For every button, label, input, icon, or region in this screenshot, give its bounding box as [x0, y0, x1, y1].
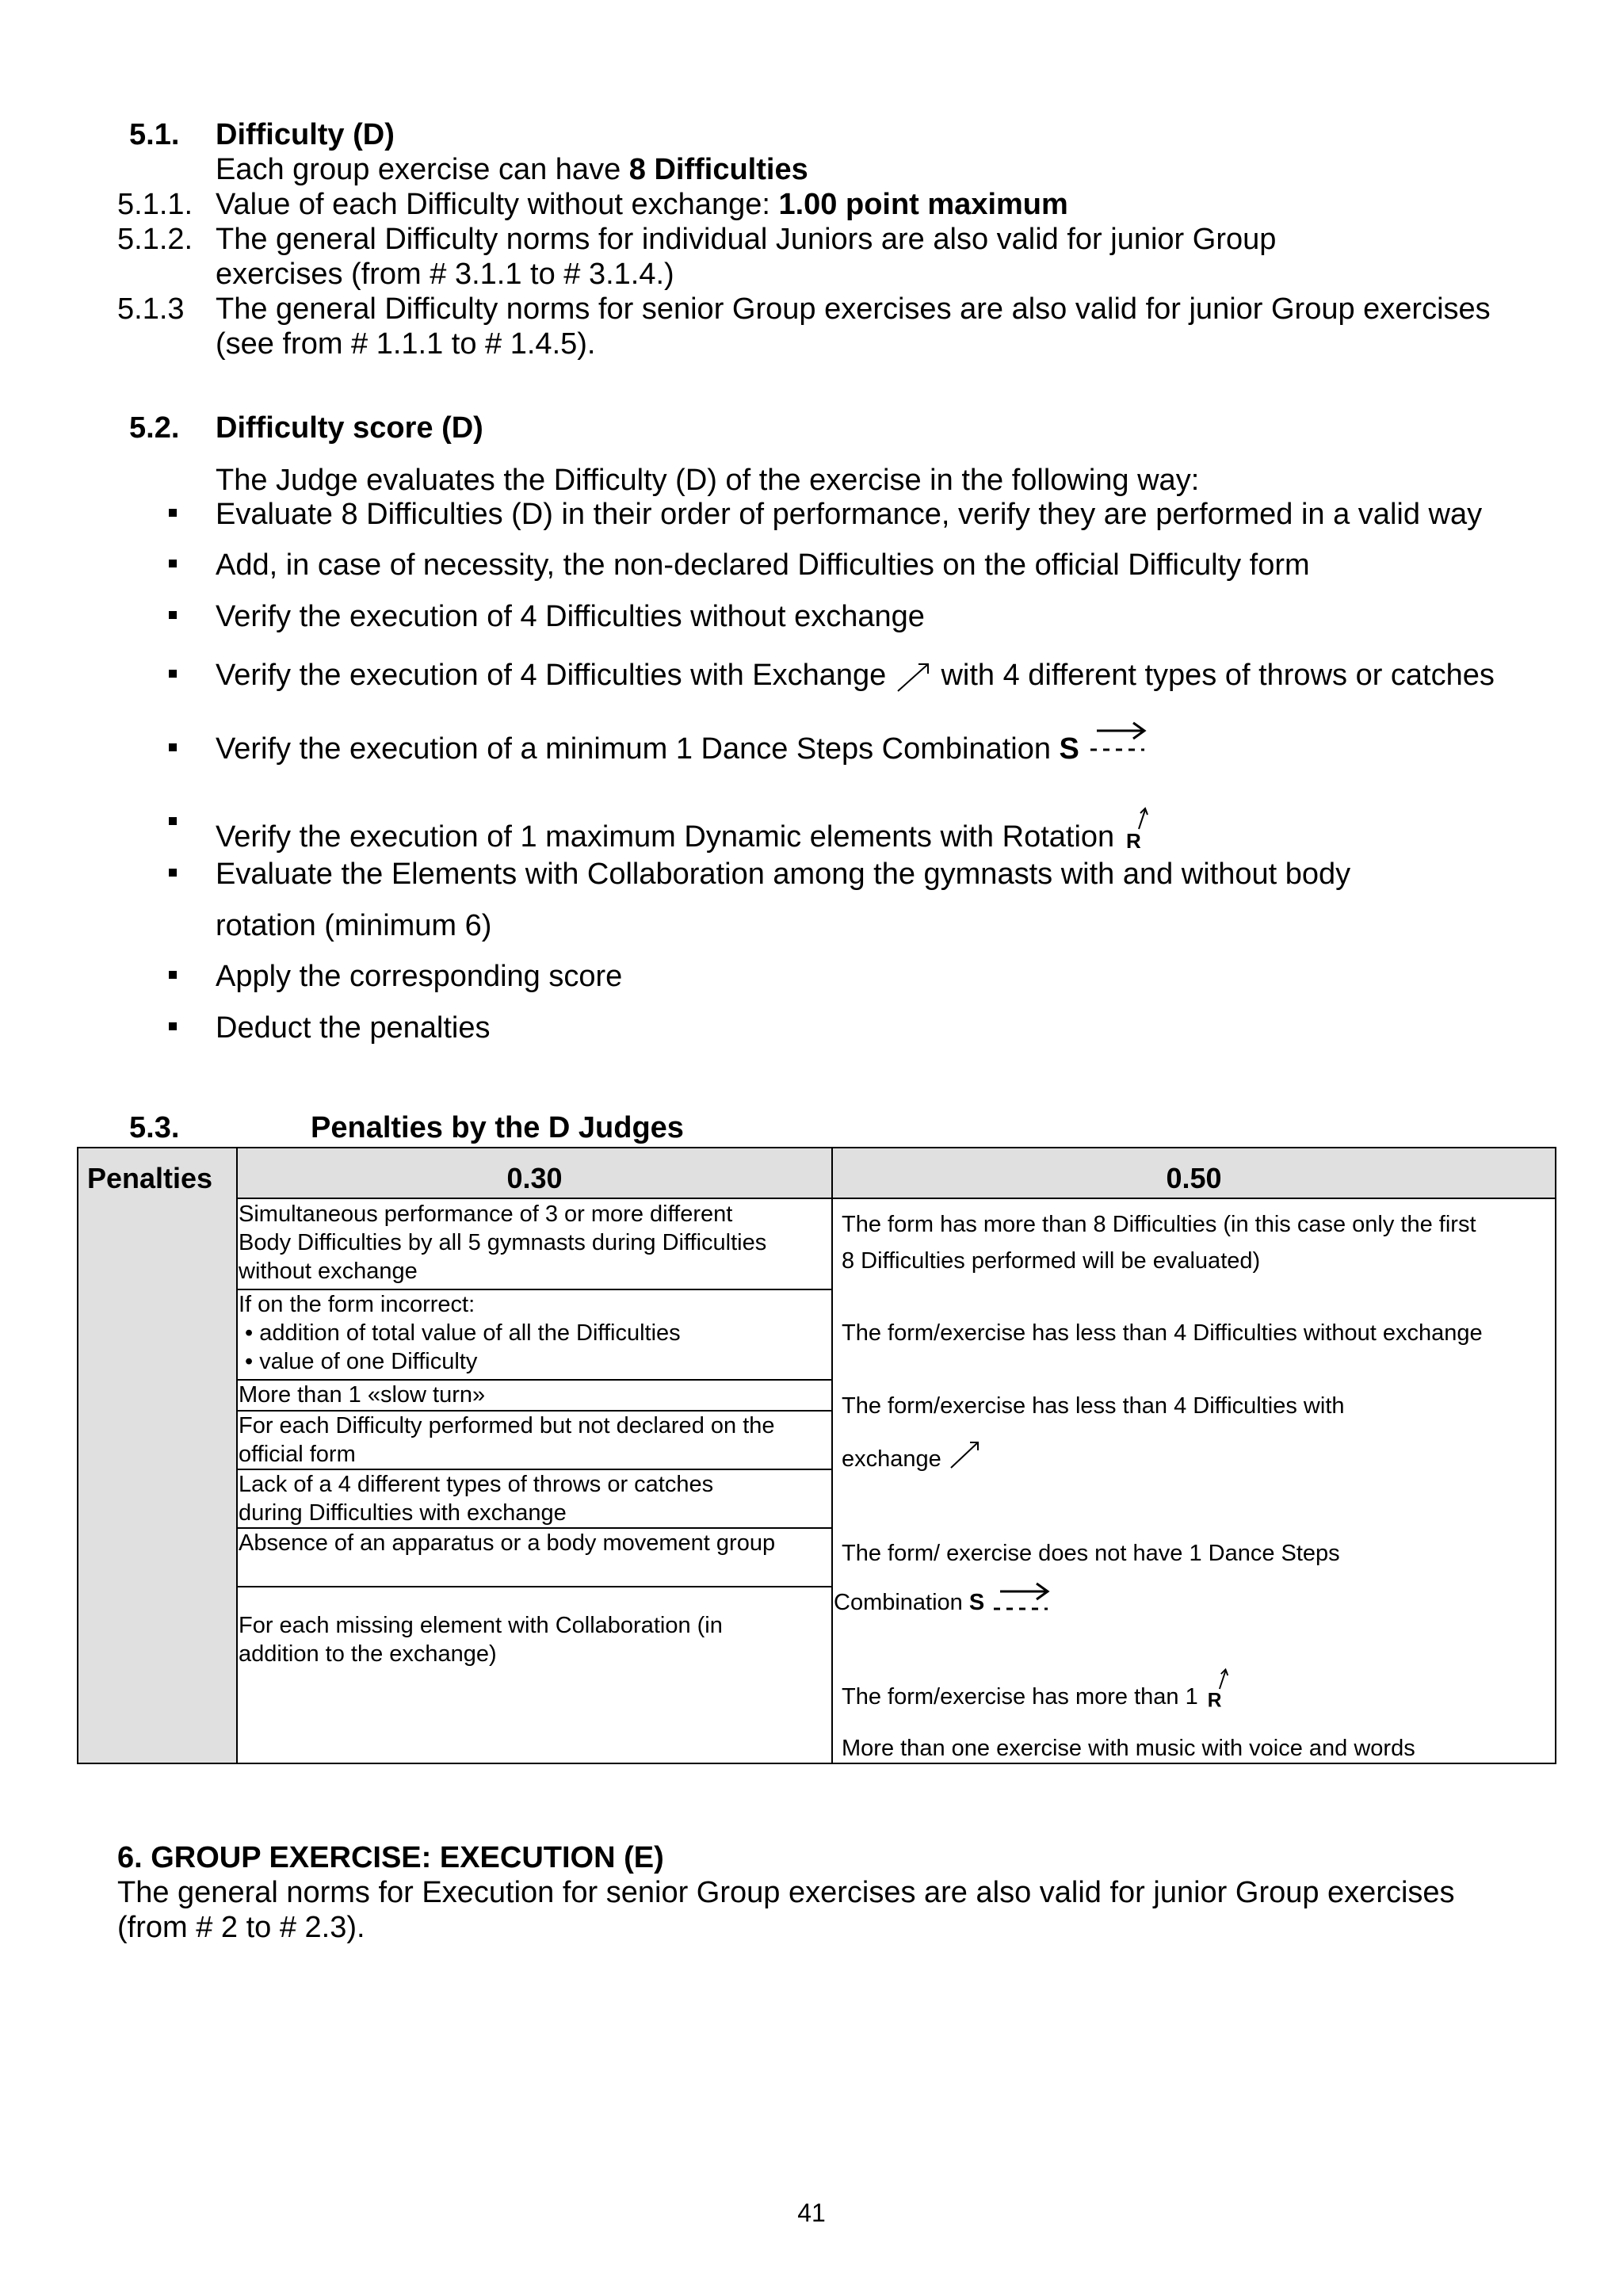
cell-050-r4a: The form/ exercise does not have 1 Dance Steps — [842, 1541, 1340, 1566]
cell-030-r3: More than 1 «slow turn» — [239, 1382, 486, 1408]
item-5-1-3-number: 5.1.3 — [117, 292, 185, 326]
cell-050-r5 — [842, 1666, 1232, 1712]
intro-text: Each group exercise can have — [216, 153, 629, 186]
cell-bullet-line: • addition of total value of all the Difficulties — [245, 1320, 681, 1346]
cell-line: Body Difficulties by all 5 gymnasts during Difficulties — [239, 1230, 767, 1255]
cell-030-r2 — [239, 1290, 681, 1376]
bullet-marker — [169, 743, 177, 751]
bullet-marker — [169, 560, 177, 567]
cell-050-r6: More than one exercise with music with voice and words — [842, 1736, 1415, 1761]
item-5-1-2-line2: exercises (from # 3.1.1 to # 3.1.4.) — [216, 258, 674, 291]
cell-line: The form has more than 8 Difficulties (in this case only the first — [842, 1212, 1476, 1237]
section-5-2-intro: The Judge evaluates the Difficulty (D) of the exercise in the following way: — [216, 464, 1200, 497]
rotation-r-icon — [1205, 1666, 1232, 1712]
row-divider — [236, 1586, 833, 1587]
cell-text: exchange — [842, 1446, 941, 1472]
item-text: Value of each Difficulty without exchange: — [216, 188, 779, 221]
cell-050-r3b — [842, 1438, 983, 1473]
cell-line: official form — [239, 1442, 356, 1467]
penalties-column-label: Penalties — [87, 1162, 213, 1194]
cell-030-r5 — [239, 1470, 713, 1527]
section-6-title: 6. GROUP EXERCISE: EXECUTION (E) — [117, 1841, 664, 1874]
item-5-1-2-number: 5.1.2. — [117, 223, 193, 256]
item-5-1-2-line1: The general Difficulty norms for individual Juniors are also valid for junior Group — [216, 223, 1277, 256]
header-030: 0.30 — [506, 1162, 563, 1194]
dance-steps-s-label: S — [968, 1590, 985, 1615]
section-5-2-number: 5.2. — [129, 411, 180, 445]
bullet-7-line2: rotation (minimum 6) — [216, 909, 492, 942]
cell-text: Combination — [834, 1590, 963, 1615]
cell-bullet-line: • value of one Difficulty — [245, 1349, 478, 1374]
section-5-3-title: Penalties by the D Judges — [311, 1111, 684, 1144]
bullet-7-line1: Evaluate the Elements with Collaboration among the gymnasts with and without body — [216, 858, 1351, 891]
item-bold: 1.00 point maximum — [778, 188, 1068, 221]
cell-line: addition of total value of all the Difficulties — [259, 1320, 681, 1346]
cell-050-r4b — [834, 1574, 1052, 1626]
item-5-1-1-text — [216, 187, 1068, 222]
svg-text:R: R — [1125, 829, 1141, 853]
bullet-3: Verify the execution of 4 Difficulties without exchange — [216, 600, 925, 633]
cell-050-r3a: The form/exercise has less than 4 Difficulties with — [842, 1393, 1345, 1419]
cell-line: Simultaneous performance of 3 or more different — [239, 1201, 733, 1227]
rotation-r-icon — [1123, 805, 1151, 853]
cell-line: value of one Difficulty — [259, 1349, 478, 1374]
bullet-4-text-tail: with 4 different types of throws or catches — [941, 659, 1495, 692]
dance-steps-arrow-icon — [991, 1574, 1052, 1623]
item-5-1-3-line1: The general Difficulty norms for senior Group exercises are also valid for junior Group exercises — [216, 292, 1491, 326]
cell-line: For each Difficulty performed but not declared on the — [239, 1413, 775, 1438]
section-5-1-number: 5.1. — [129, 118, 180, 151]
cell-030-r4 — [239, 1412, 775, 1469]
bullet-marker — [169, 869, 177, 877]
bullet-marker — [169, 509, 177, 517]
bullet-marker — [169, 971, 177, 979]
cell-line: addition to the exchange) — [239, 1641, 497, 1667]
cell-text: The form/exercise has more than 1 — [842, 1684, 1198, 1710]
bullet-5-text: Verify the execution of a minimum 1 Dance Steps Combination — [216, 732, 1051, 766]
column-divider — [831, 1147, 833, 1764]
section-6-line2: (from # 2 to # 2.3). — [117, 1911, 365, 1944]
page-number: 41 — [797, 2199, 826, 2227]
bullet-marker — [169, 670, 177, 678]
cell-050-r1 — [842, 1206, 1476, 1279]
cell-030-r1 — [239, 1200, 766, 1286]
bullet-marker — [169, 1022, 177, 1030]
header-050: 0.50 — [1166, 1162, 1222, 1194]
exchange-arrow-icon — [948, 1438, 983, 1471]
bullet-9: Deduct the penalties — [216, 1011, 491, 1045]
dance-steps-arrow-icon — [1087, 713, 1149, 764]
cell-line: without exchange — [239, 1259, 418, 1284]
cell-line: If on the form incorrect: — [239, 1292, 475, 1317]
svg-text:R: R — [1207, 1690, 1222, 1712]
cell-line: For each missing element with Collaboration (in — [239, 1613, 723, 1638]
section-5-1-intro — [216, 152, 808, 187]
bullet-5 — [216, 713, 1149, 770]
cell-030-r6: Absence of an apparatus or a body movement group — [239, 1530, 776, 1556]
section-6-line1: The general norms for Execution for senior Group exercises are also valid for junior Group exercises — [117, 1876, 1455, 1909]
bullet-2: Add, in case of necessity, the non-declared Difficulties on the official Difficulty form — [216, 548, 1310, 582]
bullet-4-text: Verify the execution of 4 Difficulties with Exchange — [216, 659, 887, 692]
bullet-marker — [169, 817, 177, 825]
cell-line: 8 Difficulties performed will be evaluated) — [842, 1248, 1261, 1274]
bullet-8: Apply the corresponding score — [216, 960, 623, 993]
exchange-arrow-icon — [895, 659, 933, 694]
item-5-1-1-number: 5.1.1. — [117, 188, 193, 221]
bullet-6-text: Verify the execution of 1 maximum Dynamic elements with Rotation — [216, 820, 1115, 854]
bullet-marker — [169, 611, 177, 619]
section-5-2-title: Difficulty score (D) — [216, 411, 483, 445]
bullet-4 — [216, 658, 1495, 694]
cell-line: Lack of a 4 different types of throws or catches — [239, 1472, 714, 1497]
section-5-3-number: 5.3. — [129, 1111, 180, 1144]
bullet-6 — [216, 805, 1151, 854]
cell-line: during Difficulties with exchange — [239, 1500, 567, 1526]
cell-030-r7 — [239, 1611, 723, 1668]
cell-050-r2: The form/exercise has less than 4 Difficulties without exchange — [842, 1320, 1483, 1346]
intro-bold: 8 Difficulties — [628, 153, 808, 186]
dance-steps-s-label: S — [1059, 732, 1079, 766]
item-5-1-3-line2: (see from # 1.1.1 to # 1.4.5). — [216, 327, 596, 361]
section-5-1-title: Difficulty (D) — [216, 118, 395, 151]
bullet-1: Evaluate 8 Difficulties (D) in their order of performance, verify they are performed in a valid way — [216, 498, 1483, 531]
